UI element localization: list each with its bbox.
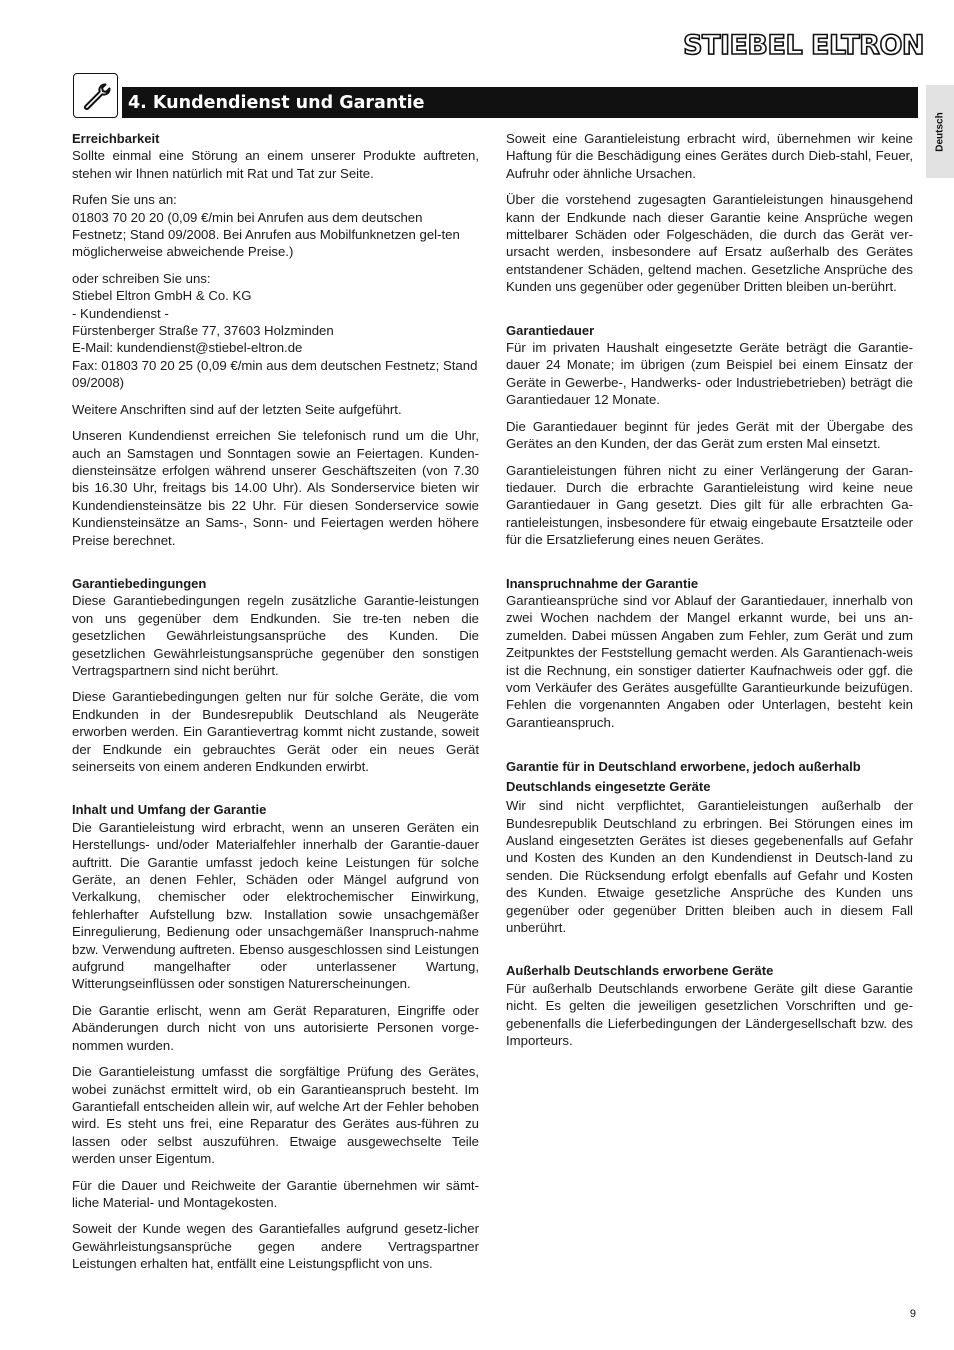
heading-erreichbarkeit: Erreichbarkeit — [72, 131, 160, 146]
heading-inanspruchnahme: Inanspruchnahme der Garantie — [506, 575, 699, 591]
paragraph: Garantieansprüche sind vor Ablauf der Garantiedauer, innerhalb von zwei Wochen nachdem der Mangel erkannt wurde, bei uns an-zumelden. Dabei müssen Angaben zum Fehler, zum Gerät und zum Zeitpunktes der Feststellung gemacht werden. Als Garantienach-weis ist die Rechnung, ein sonstiger datierter Kaufnachweis oder ggf. die vom Verkäufer des Gerätes ausgefüllte Garantieurkunde beizufügen. Fehlen die vorgenannten Angaben oder Unterlagen, besteht kein Garantieanspruch. — [506, 592, 913, 730]
section-title-bar — [122, 87, 918, 118]
paragraph: Für außerhalb Deutschlands erworbene Geräte gilt diese Garantie nicht. Es gelten die jeweiligen gesetzlichen Vorschriften und ge-gebenenfalls die Lieferbedingungen der Ländergesellschaft bzw. des Importeurs. — [506, 980, 913, 1049]
heading-inhalt-umfang: Inhalt und Umfang der Garantie — [72, 802, 267, 818]
paragraph: Unseren Kundendienst erreichen Sie telefonisch rund um die Uhr, auch an Samstagen und Sonntagen sowie an Feiertagen. Kunden-diensteinsätze erfolgen während unserer Geschäftszeiten (von 7.30 bis 16.30 Uhr, freitags bis 14.00 Uhr). Als Sonderservice bieten wir Kundendiensteinsätze bis 22 Uhr. Für diesen Sonderservice sowie Kundiensteinsätze an Sams-, Sonn- und Feiertagen werden höhere Preise berechnet. — [72, 428, 479, 548]
heading-ausland-line-2: Deutschlands eingesetzte Geräte — [506, 779, 711, 795]
right-column — [506, 130, 913, 1058]
paragraph: Wir sind nicht verpflichtet, Garantieleistungen außerhalb der Bundesrepublik Deutschland zu erbringen. Bei Störungen eines im Ausland eingesetzten Gerätes ist dieses gegebenenfalls auf Gefahr und Kosten des Kunden an den Kundendienst in Deutsch-land zu senden. Die Rücksendung erfolgt ebenfalls auf Gefahr und Kosten des Kunden. Etwaige gesetzliche Ansprüche des Kunden uns gegenüber oder gegenüber Dritten bleiben auch in diesem Fall unberührt. — [506, 798, 913, 936]
paragraph: Über die vorstehend zugesagten Garantieleistungen hinausgehend kann der Endkunde nach dieser Garantie keine Ansprüche wegen mittelbarer Schäden oder Folgeschäden, die durch das Gerät ver-ursacht werden, insbesondere auf Ersatz außerhalb des Gerätes entstandener Schäden, geltend machen. Gesetzliche Ansprüche des Kunden uns gegenüber oder gegenüber Dritten bleiben un-berührt. — [506, 192, 913, 295]
wrench-icon — [81, 81, 111, 111]
section-title: 4. Kundendienst und Garantie — [128, 92, 425, 113]
paragraph: Die Garantieleistung wird erbracht, wenn an unseren Geräten ein Herstellungs- und/oder Materialfehler innerhalb der Garantie-dauer auftritt. Die Garantie umfasst jedoch keine Leistungen für solche Geräte, an denen Fehler, Schäden oder Mängel aufgrund von Verkalkung, chemischer oder elektrochemischer Einwirkung, fehlerhafter Aufstellung bzw. Installation sowie unsachgemäßer Einregulierung, Bedienung oder unsachgemäßer Inanspruch-nahme bzw. Verwendung auftreten. Ebenso ausgeschlossen sind Leistungen aufgrund mangelhafter oder unterlassener Wartung, Witterungseinflüssen oder sonstigen Naturerscheinungen. — [72, 819, 479, 992]
paragraph: Soweit der Kunde wegen des Garantiefalles aufgrund gesetz-licher Gewährleistungsansprüche gegen andere Vertragspartner Leistungen erhalten hat, entfällt eine Leistungspflicht von uns. — [72, 1221, 479, 1272]
page-number: 9 — [909, 1308, 916, 1320]
contact-address: oder schreiben Sie uns: Stiebel Eltron GmbH & Co. KG - Kundendienst - Fürstenberger Straße 77, 37603 Holzminden E-Mail: kundendienst@stiebel-eltron.de Fax: 01803 70 20 25 (0,09 €/min aus dem deutschen Festnetz; Stand 09/2008) — [72, 270, 478, 391]
heading-ausserhalb-erworben: Außerhalb Deutschlands erworbene Geräte — [506, 963, 774, 979]
paragraph: Die Garantie erlischt, wenn am Gerät Reparaturen, Eingriffe oder Abänderungen durch nicht von uns autorisierte Personen vorge-nommen wurden. — [72, 1002, 479, 1053]
paragraph: Diese Garantiebedingungen gelten nur für solche Geräte, die vom Endkunden in der Bundesrepublik Deutschland als Neugeräte erworben werden. Ein Garantievertrag kommt nicht zustande, soweit der Endkunde ein gebrauchtes Gerät oder ein neues Gerät seinerseits von einem anderen Endkunden erwirbt. — [72, 689, 479, 774]
paragraph: Garantieleistungen führen nicht zu einer Verlängerung der Garan-tiedauer. Durch die erbrachte Garantieleistung wird keine neue Garantiedauer in Gang gesetzt. Dies gilt für alle erbrachten Ga-rantieleistungen, insbesondere für etwaig eingebaute Ersatzteile oder für die Ersatzlieferung eines neuen Gerätes. — [506, 462, 913, 548]
heading-ausland-line-1: Garantie für in Deutschland erworbene, jedoch außerhalb — [506, 759, 861, 775]
paragraph: Für die Dauer und Reichweite der Garantie übernehmen wir sämt-liche Material- und Montagekosten. — [72, 1177, 479, 1210]
paragraph: Soweit eine Garantieleistung erbracht wird, übernehmen wir keine Haftung für die Beschädigung eines Gerätes durch Dieb-stahl, Feuer, Aufruhr oder ähnliche Ursachen. — [506, 131, 913, 181]
contact-phone: Rufen Sie uns an: 01803 70 20 20 (0,09 €/min bei Anrufen aus dem deutschen Festnetz; Stand 09/2008. Bei Anrufen aus Mobilfunknetzen gel-ten möglicherweise abweichende Preise.) — [72, 192, 460, 260]
paragraph: Die Garantieleistung umfasst die sorgfältige Prüfung des Gerätes, wobei zunächst ermittelt wird, ob ein Garantieanspruch besteht. Im Garantiefall entscheiden allein wir, auf welche Art der Fehler behoben wird. Es steht uns frei, eine Reparatur des Gerätes aus-führen zu lassen oder selbst auszuführen. Etwaige ausgewechselte Teile werden unser Eigentum. — [72, 1064, 479, 1167]
left-column — [72, 130, 479, 1282]
brand-logo: STIEBEL ELTRON — [683, 30, 924, 61]
language-label: Deutsch — [934, 111, 946, 152]
paragraph: Die Garantiedauer beginnt für jedes Gerät mit der Übergabe des Gerätes an den Kunden, der das Gerät zum ersten Mal einsetzt. — [506, 418, 913, 452]
heading-garantiedauer: Garantiedauer — [506, 322, 595, 338]
language-side-tab — [926, 85, 954, 178]
paragraph: Sollte einmal eine Störung an einem unserer Produkte auftreten, stehen wir Ihnen natürlich mit Rat und Tat zur Seite. — [72, 148, 479, 181]
paragraph: Weitere Anschriften sind auf der letzten Seite aufgeführt. — [72, 401, 402, 417]
paragraph: Für im privaten Haushalt eingesetzte Geräte beträgt die Garantie-dauer 24 Monate; im übrigen (zum Beispiel bei einem Einsatz der Geräte in Gewerbe-, Handwerks- oder Industriebetrieben) beträgt die Garantiedauer 12 Monate. — [506, 340, 913, 408]
section-icon-box — [73, 73, 118, 118]
heading-garantiebedingungen: Garantiebedingungen — [72, 575, 207, 591]
paragraph: Diese Garantiebedingungen regeln zusätzliche Garantie-leistungen von uns gegenüber dem Endkunden. Sie tre-ten neben die gesetzlichen Gewährleistungsansprüche des Kunden. Die gesetzlichen Gewährleistungsansprüche gegenüber den sonstigen Vertragspartnern sind nicht berührt. — [72, 593, 479, 678]
